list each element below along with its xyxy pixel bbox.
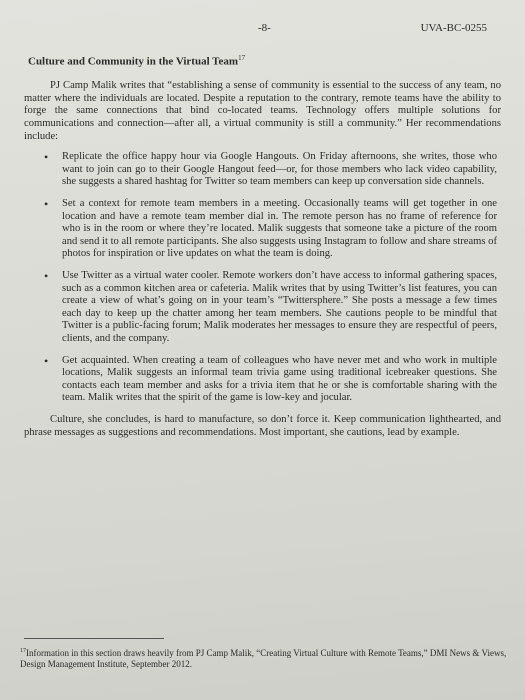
list-item (22, 270, 501, 346)
bullet-icon: • (44, 353, 49, 368)
list-item-text: Set a context for remote team members in a meeting. Occasionally teams will get together in one location and have a remote team member dial in. The remote person has no frame of reference for who is in the room or where they’re located. Malik suggests that someone take a picture of the room and send it to all remote participants. She also suggests using Instagram to follow and share streams of photos for inspiration or live updates on what the team is doing. (62, 198, 497, 260)
footnote-divider (24, 638, 164, 639)
page-header (22, 22, 501, 40)
footnote-text: Information in this section draws heavily from PJ Camp Malik, “Creating Virtual Culture with Remote Teams,” DMI News & Views, Design Management Institute, September 2012. (20, 648, 507, 669)
list-item (22, 355, 501, 405)
bullet-icon: • (44, 268, 49, 283)
footnote (20, 646, 510, 670)
bullet-icon: • (44, 197, 49, 211)
section-title-text: Culture and Community in the Virtual Team (28, 55, 239, 68)
footnote-number: 17 (20, 648, 26, 654)
list-item-text: Use Twitter as a virtual water cooler. Remote workers don’t have access to informal gathering spaces, such as a common kitchen area or cafeteria. Malik writes that by using Twitter’s list features, you can create a view of what’s going on in your team’s “Twittersphere.” She posts a message a few times each day to keep up the chatter among her team members. She cautions people to be mindful that Twitter is a public-facing forum; Malik moderates her messages to ensure they are respectful of peers, clients, and the company. (62, 269, 497, 344)
list-item-text: Get acquainted. When creating a team of colleagues who have never met and who work in multiple locations, Malik suggests an informal team trivia game using traditional icebreaker questions. She contacts each team member and asks for a trivia item that he or she is comfortable sharing with the team. Malik writes that the spirit of the game is low-key and jocular. (62, 354, 497, 404)
intro-paragraph: PJ Camp Malik writes that “establishing a sense of community is essential to the success of any team, no matter where the individuals are located. Despite a reputation to the contrary, remote teams have the ability to forge the same connections that bind co-located teams. Technology offers multiple solutions for communications and connection—after all, a virtual community is still a community.” Her recommendations include: (24, 80, 501, 142)
bullet-icon: • (44, 150, 49, 165)
document-id: UVA-BC-0255 (420, 22, 487, 34)
page-number: -8- (258, 22, 271, 34)
section-title (28, 52, 501, 68)
footnote-reference: 17 (238, 54, 246, 62)
list-item (22, 151, 501, 189)
list-item (22, 198, 501, 261)
recommendation-list (22, 151, 501, 405)
closing-paragraph: Culture, she concludes, is hard to manufacture, so don’t force it. Keep communication lighthearted, and phrase messages as suggestions and recommendations. Most important, she cautions, lead by example. (24, 413, 501, 438)
list-item-text: Replicate the office happy hour via Google Hangouts. On Friday afternoons, she writes, those who want to join can go to their Google Hangout feed—or, for those members who lack video capability, she suggests a shared hashtag for Twitter so team members can keep up conversation side channels. (62, 151, 497, 188)
